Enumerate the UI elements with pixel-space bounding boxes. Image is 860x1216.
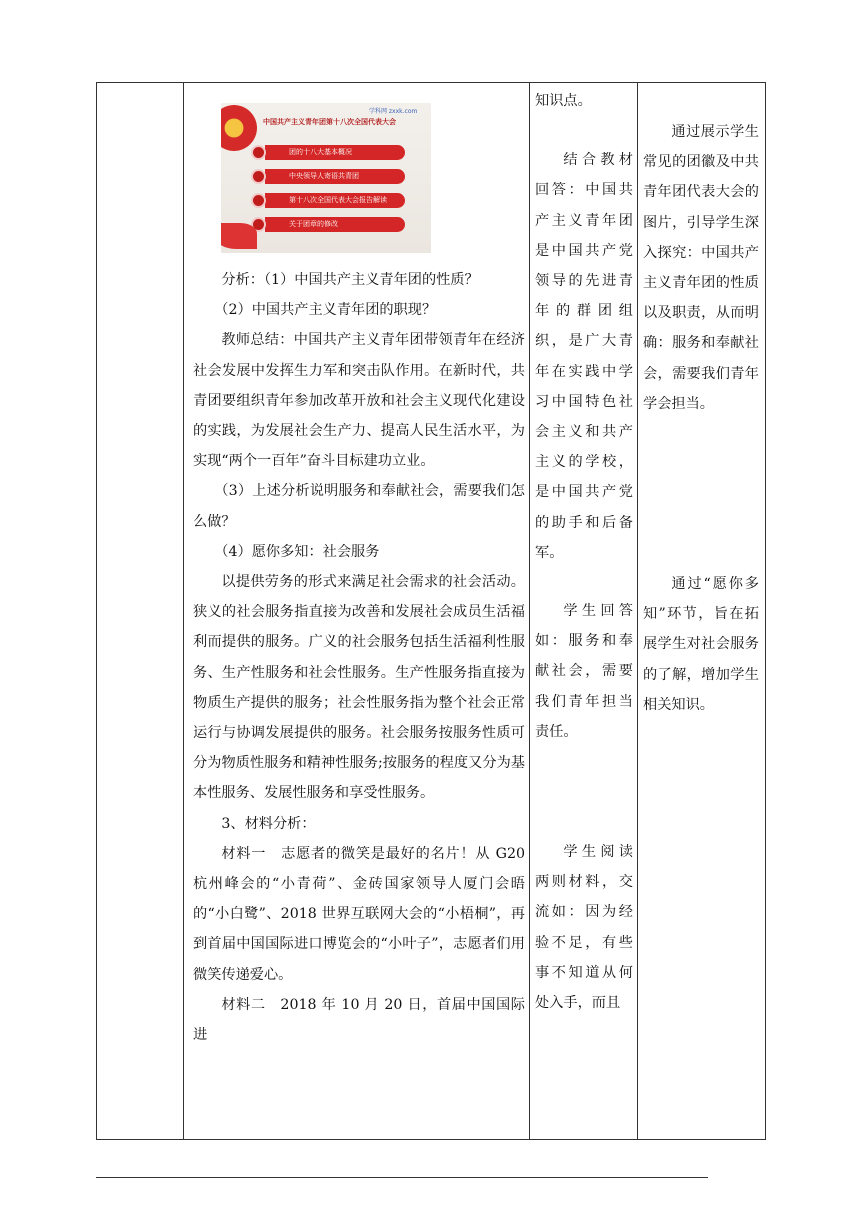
- material-analysis-heading: 3、材料分析：: [221, 815, 316, 832]
- banner-title: 中国共产主义青年团第十八次全国代表大会: [263, 118, 396, 126]
- student-text-4: 学生阅读两则材料，交流如：因为经验不足，有些事不知道从何处入手，而且: [535, 844, 633, 1012]
- student-text-3: 学生回答如：服务和奉献社会，需要我们青年担当责任。: [535, 603, 633, 740]
- teacher-summary: 教师总结：中国共产主义青年团带领青年在经济社会发展中发挥生力军和突击队作用。在新时代，共青团要组织青年参加改革开放和社会主义现代化建设的实践，为发展社会生产力、提高人民生活水平，为实现“两个一百年”奋斗目标建功立业。: [193, 332, 525, 470]
- banner-item: 中央领导人寄语共青团: [265, 169, 405, 184]
- question-3: （3）上述分析说明服务和奉献社会，需要我们怎么做？: [193, 483, 525, 530]
- banner-item: 团的十八大基本概况: [265, 145, 405, 160]
- intent-text-2: 通过“愿你多知”环节，旨在拓展学生对社会服务的了解，增加学生相关知识。: [643, 576, 759, 713]
- material-one: 材料一 志愿者的微笑是最好的名片！从 G20 杭州峰会的“小青荷”、金砖国家领导人厦门会晤的“小白鹭”、2018 世界互联网大会的“小梧桐”，再到首届中国国际进口博览会的“小叶子”，志愿者们用微笑传递爱心。: [193, 845, 525, 983]
- question-1: 分析：（1）中国共产主义青年团的性质？: [221, 272, 479, 288]
- design-intent-cell: [637, 83, 765, 1139]
- question-4: （4）愿你多知：社会服务: [214, 543, 380, 560]
- student-text-1: 知识点。: [535, 93, 592, 109]
- teaching-process-cell: [183, 83, 529, 1139]
- league-emblem-icon: [221, 105, 257, 151]
- lesson-table: [96, 82, 766, 1140]
- congress-banner-image: [221, 103, 431, 253]
- intent-text-1: 通过展示学生常见的团徽及中共青年团代表大会的图片，引导学生深入探究：中国共产主义青年团的性质以及职责，从而明确：服务和奉献社会，需要我们青年学会担当。: [643, 124, 759, 412]
- social-service-text: 以提供劳务的形式来满足社会需求的社会活动。狭义的社会服务指直接为改善和发展社会成员生活福利而提供的服务。广义的社会服务包括生活福利性服务、生产性服务和社会性服务。生产性服务指直接为物质生产提供的服务；社会性服务指为整个社会正常运行与协调发展提供的服务。社会服务按服务性质可分为物质性服务和精神性服务;按服务的程度又分为基本性服务、发展性服务和享受性服务。: [193, 574, 525, 802]
- footer-divider: [96, 1177, 708, 1178]
- student-text-2: 结合教材回答：中国共产主义青年团是中国共产党领导的先进青年的群团组织，是广大青年在实践中学习中国特色社会主义和共产主义的学校，是中国共产党的助手和后备军。: [535, 152, 633, 561]
- banner-item: 第十八次全国代表大会报告解读: [265, 193, 405, 208]
- banner-item: 关于团章的修改: [265, 217, 405, 232]
- question-2: （2）中国共产主义青年团的职现？: [214, 302, 437, 319]
- flag-icon: [221, 223, 257, 249]
- watermark-logo: 学科网 zxxk.com: [369, 108, 418, 115]
- student-activity-cell: [529, 83, 637, 1139]
- material-two: 材料二 2018 年 10 月 20 日，首届中国国际进: [193, 996, 525, 1044]
